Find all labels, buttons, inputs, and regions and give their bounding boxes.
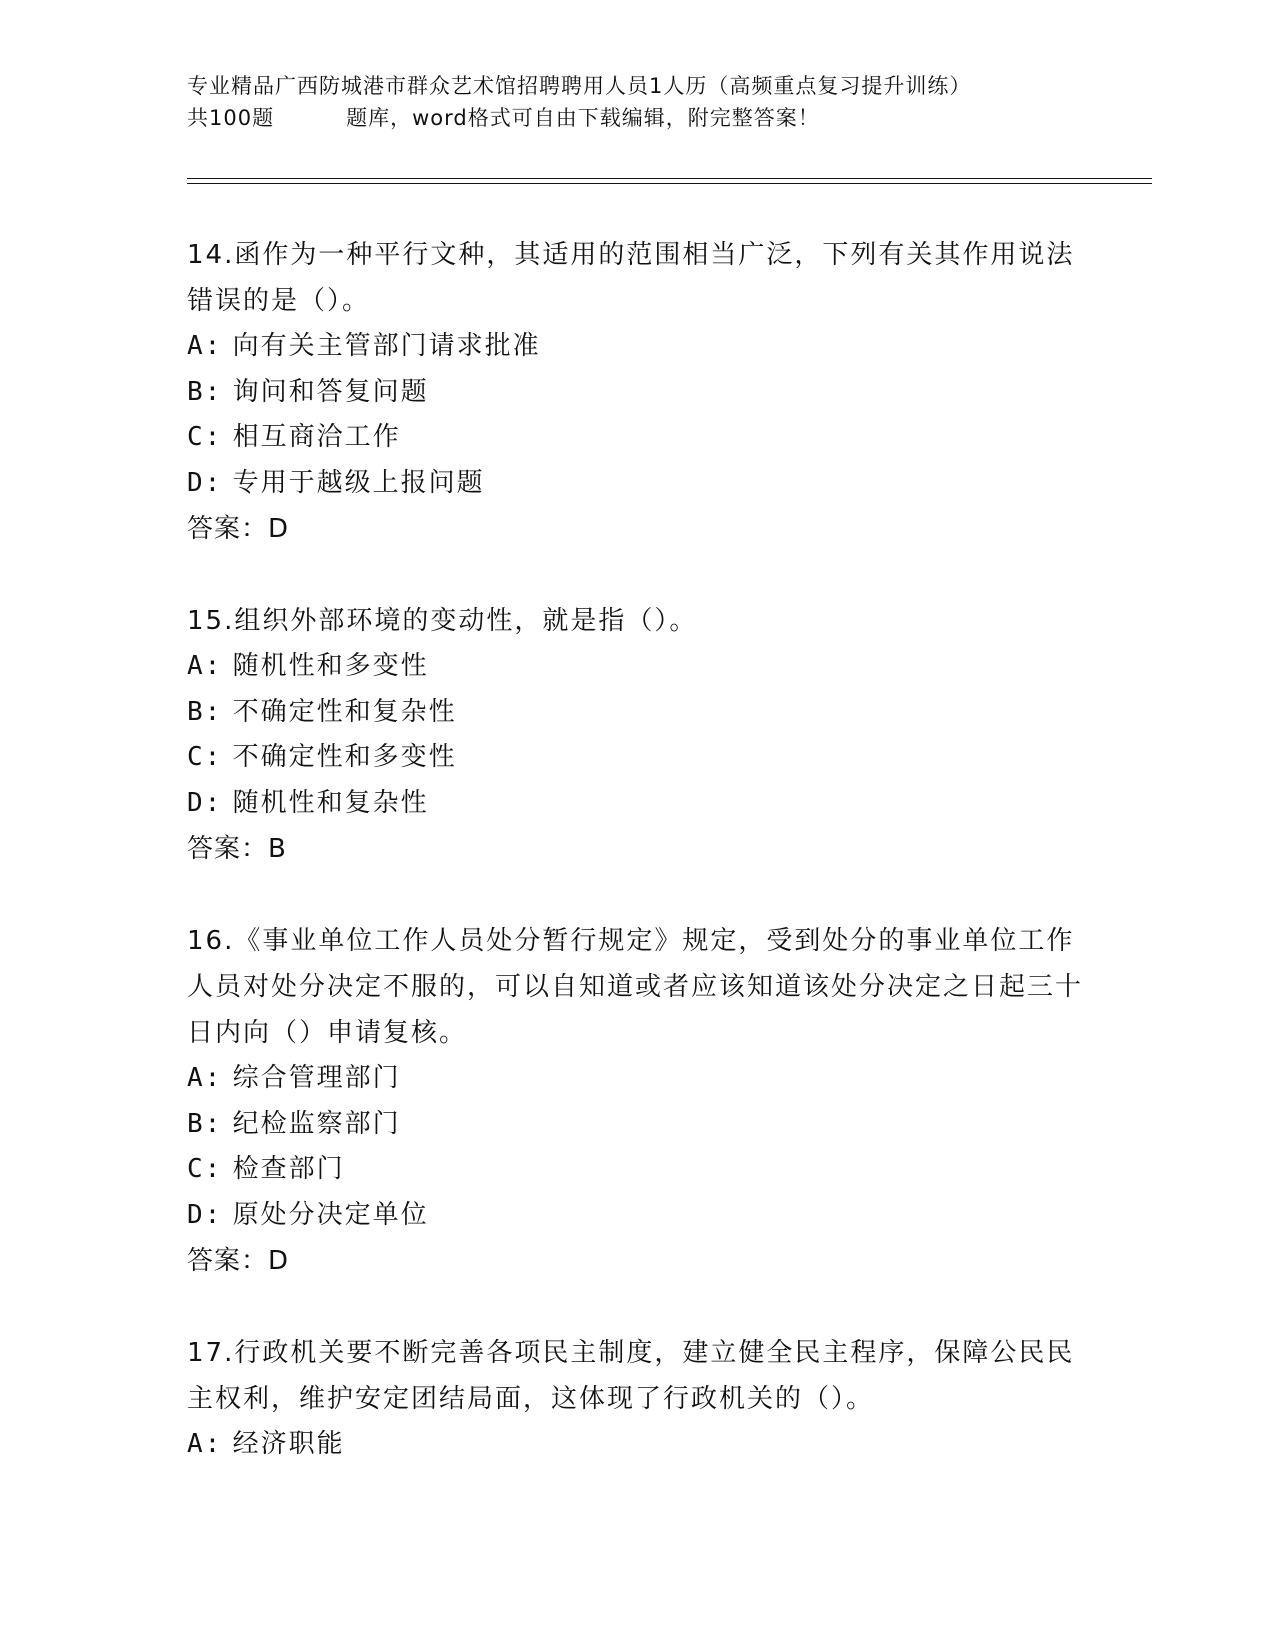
option-d bbox=[187, 461, 1087, 507]
option-letter: B: bbox=[187, 1108, 223, 1139]
option-text: 随机性和多变性 bbox=[232, 651, 429, 681]
option-letter: C: bbox=[187, 742, 223, 772]
option-text: 检查部门 bbox=[232, 1154, 345, 1184]
option-d bbox=[187, 781, 1087, 827]
option-b bbox=[187, 370, 1087, 416]
question-stem: 17.行政机关要不断完善各项民主制度，建立健全民主程序，保障公民民主权利，维护安定团结局面，这体现了行政机关的（）。 bbox=[187, 1338, 1075, 1414]
answer-line: 答案：D bbox=[187, 514, 290, 544]
option-b bbox=[187, 1102, 1087, 1148]
question-stem: 15.组织外部环境的变动性，就是指（）。 bbox=[187, 606, 698, 636]
option-text: 相互商洽工作 bbox=[232, 422, 401, 452]
header-description: 题库，word格式可自由下载编辑，附完整答案！ bbox=[346, 106, 820, 130]
option-letter: A: bbox=[187, 1429, 223, 1459]
option-text: 询问和答复问题 bbox=[232, 376, 429, 407]
option-b bbox=[187, 690, 1087, 736]
option-letter: A: bbox=[187, 331, 223, 361]
option-letter: C: bbox=[187, 1154, 223, 1184]
option-text: 原处分决定单位 bbox=[232, 1199, 429, 1230]
option-text: 纪检监察部门 bbox=[232, 1108, 401, 1139]
option-text: 向有关主管部门请求批准 bbox=[232, 331, 541, 361]
option-letter: D: bbox=[187, 787, 223, 818]
question-list bbox=[187, 232, 1087, 1514]
question-stem: 14.函作为一种平行文种，其适用的范围相当广泛，下列有关其作用说法错误的是（）。 bbox=[187, 240, 1075, 316]
option-a bbox=[187, 1056, 1087, 1102]
option-letter: B: bbox=[187, 376, 223, 407]
answer-line: 答案：D bbox=[187, 1246, 290, 1276]
question-stem: 16.《事业单位工作人员处分暂行规定》规定，受到处分的事业单位工作人员对处分决定不服的，可以自知道或者应该知道该处分决定之日起三十日内向（）申请复核。 bbox=[187, 926, 1084, 1048]
option-letter: A: bbox=[187, 1063, 223, 1093]
option-a bbox=[187, 324, 1087, 370]
option-text: 专用于越级上报问题 bbox=[232, 467, 485, 498]
option-text: 综合管理部门 bbox=[232, 1063, 401, 1093]
option-letter: D: bbox=[187, 1199, 223, 1230]
option-letter: D: bbox=[187, 467, 223, 498]
question-17 bbox=[187, 1330, 1087, 1468]
option-letter: A: bbox=[187, 651, 223, 681]
answer-line: 答案：B bbox=[187, 834, 287, 864]
option-c bbox=[187, 1147, 1087, 1193]
header-divider-bottom bbox=[187, 183, 1152, 184]
option-d bbox=[187, 1193, 1087, 1239]
question-14 bbox=[187, 232, 1087, 552]
option-text: 经济职能 bbox=[232, 1429, 345, 1459]
option-letter: B: bbox=[187, 696, 223, 727]
option-c bbox=[187, 735, 1087, 781]
option-a bbox=[187, 1422, 1087, 1468]
option-letter: C: bbox=[187, 422, 223, 452]
option-a bbox=[187, 644, 1087, 690]
header-divider-top bbox=[187, 178, 1152, 179]
question-count: 共100题 bbox=[187, 106, 275, 130]
option-text: 不确定性和多变性 bbox=[232, 742, 457, 772]
question-16 bbox=[187, 918, 1087, 1284]
option-text: 随机性和复杂性 bbox=[232, 787, 429, 818]
option-c bbox=[187, 415, 1087, 461]
document-header bbox=[187, 70, 1087, 134]
header-title-line: 专业精品广西防城港市群众艺术馆招聘聘用人员1人历（高频重点复习提升训练） bbox=[187, 74, 972, 98]
option-text: 不确定性和复杂性 bbox=[232, 696, 457, 727]
header-subtitle-line bbox=[187, 102, 1087, 134]
question-15 bbox=[187, 598, 1087, 872]
